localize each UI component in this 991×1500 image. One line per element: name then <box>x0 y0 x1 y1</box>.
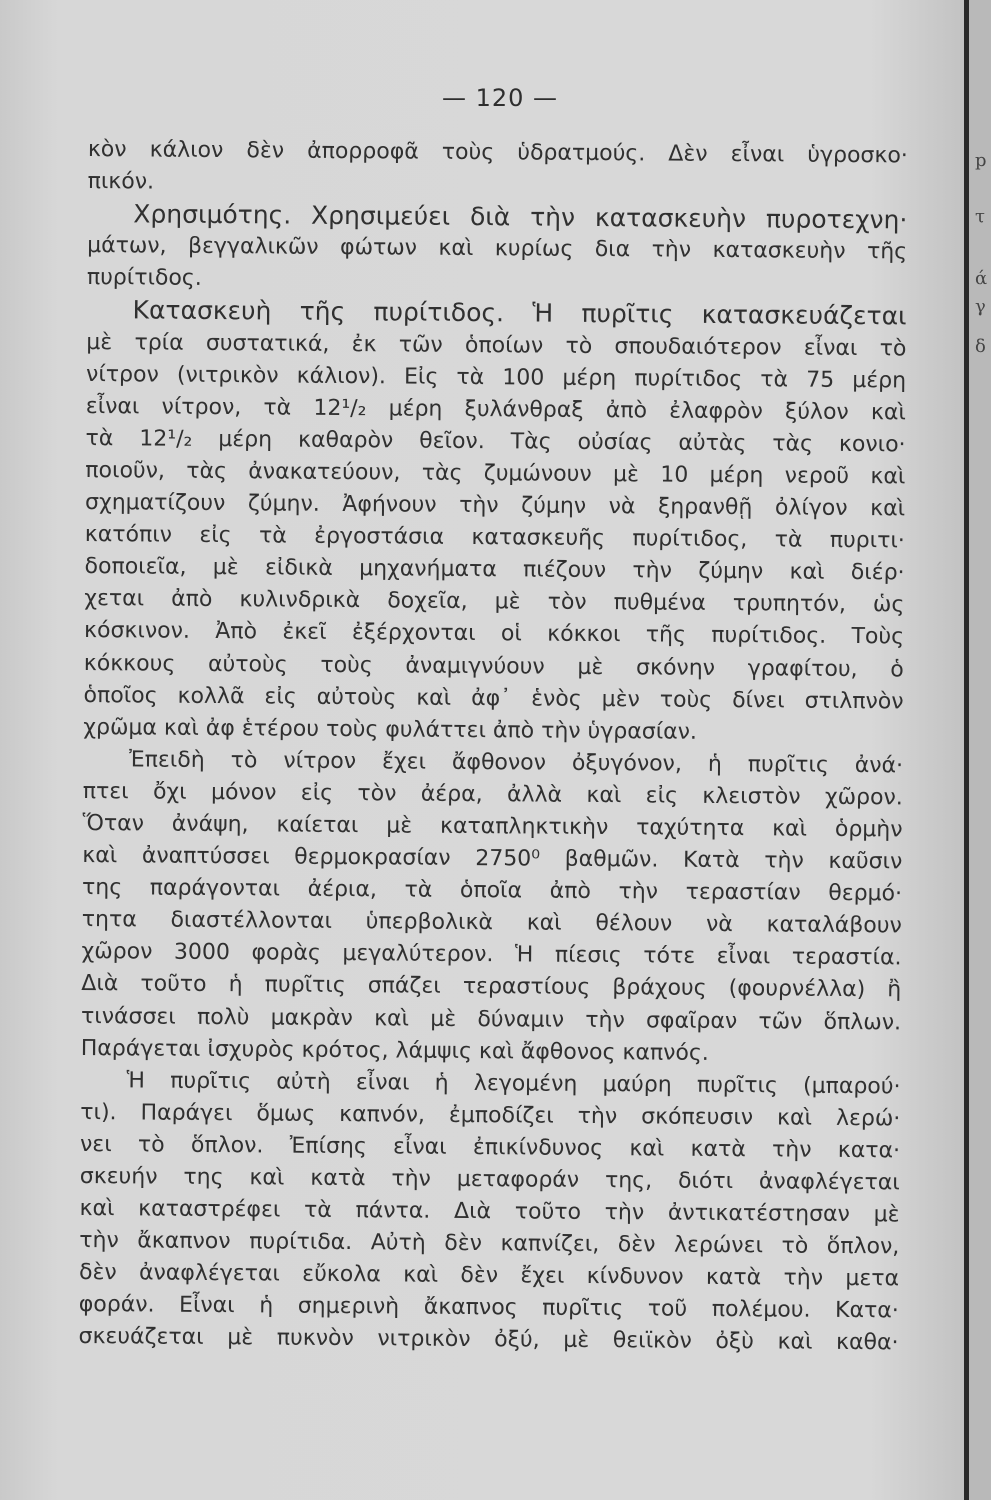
text-line: τινάσσει πολὺ μακρὰν καὶ μὲ δύναμιν τὴν σφαῖραν τῶν ὅπλων. <box>80 1003 902 1035</box>
text-line: κόκκους αὐτοὺς τοὺς ἀναμιγνύουν μὲ σκόνην γραφίτου, ὁ <box>83 650 904 682</box>
text-line: Ὅταν ἀνάψη, καίεται μὲ καταπληκτικὴν ταχύτητα καὶ ὁρμὴν <box>82 810 903 843</box>
text-line: εἶναι νίτρον, τὰ 12¹/₂ μέρη ξυλάνθραξ ἀπὸ ἐλαφρὸν ξύλον καὶ <box>85 393 906 426</box>
text-line: της παράγονται ἀέρια, τὰ ὁποῖα ἀπὸ τὴν τεραστίαν θερμό· <box>81 875 903 907</box>
text-line: χῶρον 3000 φορὰς μεγαλύτερον. Ἡ πίεσις τότε εἶναι τεραστία. <box>81 939 902 971</box>
text-line: κόσκινον. Ἀπὸ ἐκεῖ ἐξέρχονται οἱ κόκκοι τῆς πυρίτιδος. Τοὺς <box>83 618 905 650</box>
page-number: — 120 — <box>441 84 559 112</box>
section-heading-line: Χρησιμότης. Χρησιμεύει διὰ τὴν κατασκευὴν πυροτεχνη· <box>133 199 908 235</box>
text-line: σκευήν της καὶ κατὰ τὴν μεταφοράν της, διότι ἀναφλέγεται <box>79 1163 900 1196</box>
text-line: φοράν. Εἶναι ἡ σημερινὴ ἄκαπνος πυρῖτις τοῦ πολέμου. Κατα· <box>78 1292 899 1324</box>
edge-glyph: τ <box>975 206 985 227</box>
text-line: Παράγεται ἰσχυρὸς κρότος, λάμψις καὶ ἄφθονος καπνός. <box>80 1035 709 1066</box>
text-line: σχηματίζουν ζύμην. Ἀφήνουν τὴν ζύμην νὰ ξηρανθῇ ὀλίγον καὶ <box>85 490 906 522</box>
text-line: πυρίτιδος. <box>86 265 202 292</box>
text-line: νίτρον (νιτρικὸν κάλιον). Εἰς τὰ 100 μέρη πυρίτιδος τὰ 75 μέρη <box>86 361 907 394</box>
edge-glyph: ά <box>975 268 988 289</box>
text-line: καὶ καταστρέφει τὰ πάντα. Διὰ τοῦτο τὴν ἀντικατέστησαν μὲ <box>79 1196 900 1228</box>
body-text <box>78 134 908 1360</box>
edge-glyph: δ <box>975 336 986 357</box>
section-heading-line: Κατασκευὴ τῆς πυρίτιδος. Ἡ πυρῖτις κατασκευάζεται <box>132 295 907 331</box>
text-line: τι). Παράγει ὅμως καπνόν, ἐμποδίζει τὴν σκόπευσιν καὶ λερώ· <box>80 1099 901 1132</box>
text-line: δὲν ἀναφλέγεται εὔκολα καὶ δὲν ἔχει κίνδυνον κατὰ τὴν μετα <box>78 1260 900 1292</box>
text-line: σκευάζεται μὲ πυκνὸν νιτρικὸν ὀξύ, μὲ θειϊκὸν ὀξὺ καὶ καθα· <box>78 1324 899 1356</box>
text-line: ὁποῖος κολλᾶ εἰς αὐτοὺς καὶ ἀφ᾽ ἑνὸς μὲν τοὺς δίνει στιλπνὸν <box>83 682 904 715</box>
text-line: μὲ τρία συστατικά, ἐκ τῶν ὁποίων τὸ σπουδαιότερον εἶναι τὸ <box>86 329 907 361</box>
text-line: Ἡ πυρῖτις αὐτὴ εἶναι ἡ λεγομένη μαύρη πυρῖτις (μπαρού· <box>126 1068 901 1100</box>
text-line: καὶ ἀναπτύσσει θερμοκρασίαν 2750⁰ βαθμῶν. Κατὰ τὴν καῦσιν <box>82 843 903 875</box>
text-line: τητα διαστέλλονται ὑπερβολικὰ καὶ θέλουν νὰ καταλάβουν <box>81 907 902 939</box>
edge-glyph: γ <box>975 296 986 317</box>
text-line: τὰ 12¹/₂ μέρη καθαρὸν θεῖον. Τὰς οὐσίας αὐτὰς τὰς κονιο· <box>85 425 906 458</box>
text-line: ποιοῦν, τὰς ἀνακατεύουν, τὰς ζυμώνουν μὲ 10 μέρη νεροῦ καὶ <box>85 457 906 490</box>
text-line: κατόπιν εἰς τὰ ἐργοστάσια κατασκευῆς πυρίτιδος, τὰ πυριτι· <box>84 522 905 554</box>
next-page-edge <box>969 0 991 1500</box>
text-line: μάτων, βεγγαλικῶν φώτων καὶ κυρίως δια τὴν κατασκευὴν τῆς <box>87 233 908 265</box>
text-line: πικόν. <box>87 169 155 195</box>
text-line: νει τὸ ὅπλον. Ἐπίσης εἶναι ἐπικίνδυνος καὶ κατὰ τὴν κατα· <box>79 1131 901 1164</box>
text-line: τὴν ἄκαπνον πυρίτιδα. Αὐτὴ δὲν καπνίζει, δὲν λερώνει τὸ ὅπλον, <box>79 1228 900 1260</box>
text-line: χεται ἀπὸ κυλινδρικὰ δοχεῖα, μὲ τὸν πυθμένα τρυπητόν, ὡς <box>84 586 905 618</box>
text-line: δοποιεῖα, μὲ εἰδικὰ μηχανήματα πιέζουν τὴν ζύμην καὶ διέρ· <box>84 554 905 586</box>
text-line: χρῶμα καὶ ἀφ ἑτέρου τοὺς φυλάττει ἀπὸ τὴν ὑγρασίαν. <box>83 714 698 745</box>
text-line: Ἐπειδὴ τὸ νίτρον ἔχει ἄφθονον ὀξυγόνον, ἡ πυρῖτις ἀνά· <box>128 747 904 779</box>
text-line: Διὰ τοῦτο ἡ πυρῖτις σπάζει τεραστίους βράχους (φουρνέλλα) ἢ <box>81 971 902 1003</box>
text-line: πτει ὄχι μόνον εἰς τὸν ἀέρα, ἀλλὰ καὶ εἰς κλειστὸν χῶρον. <box>82 778 903 811</box>
edge-glyph: p <box>975 150 987 171</box>
text-line: κὸν κάλιον δὲν ἀπορροφᾶ τοὺς ὑδρατμούς. Δὲν εἶναι ὑγροσκο· <box>87 136 908 169</box>
